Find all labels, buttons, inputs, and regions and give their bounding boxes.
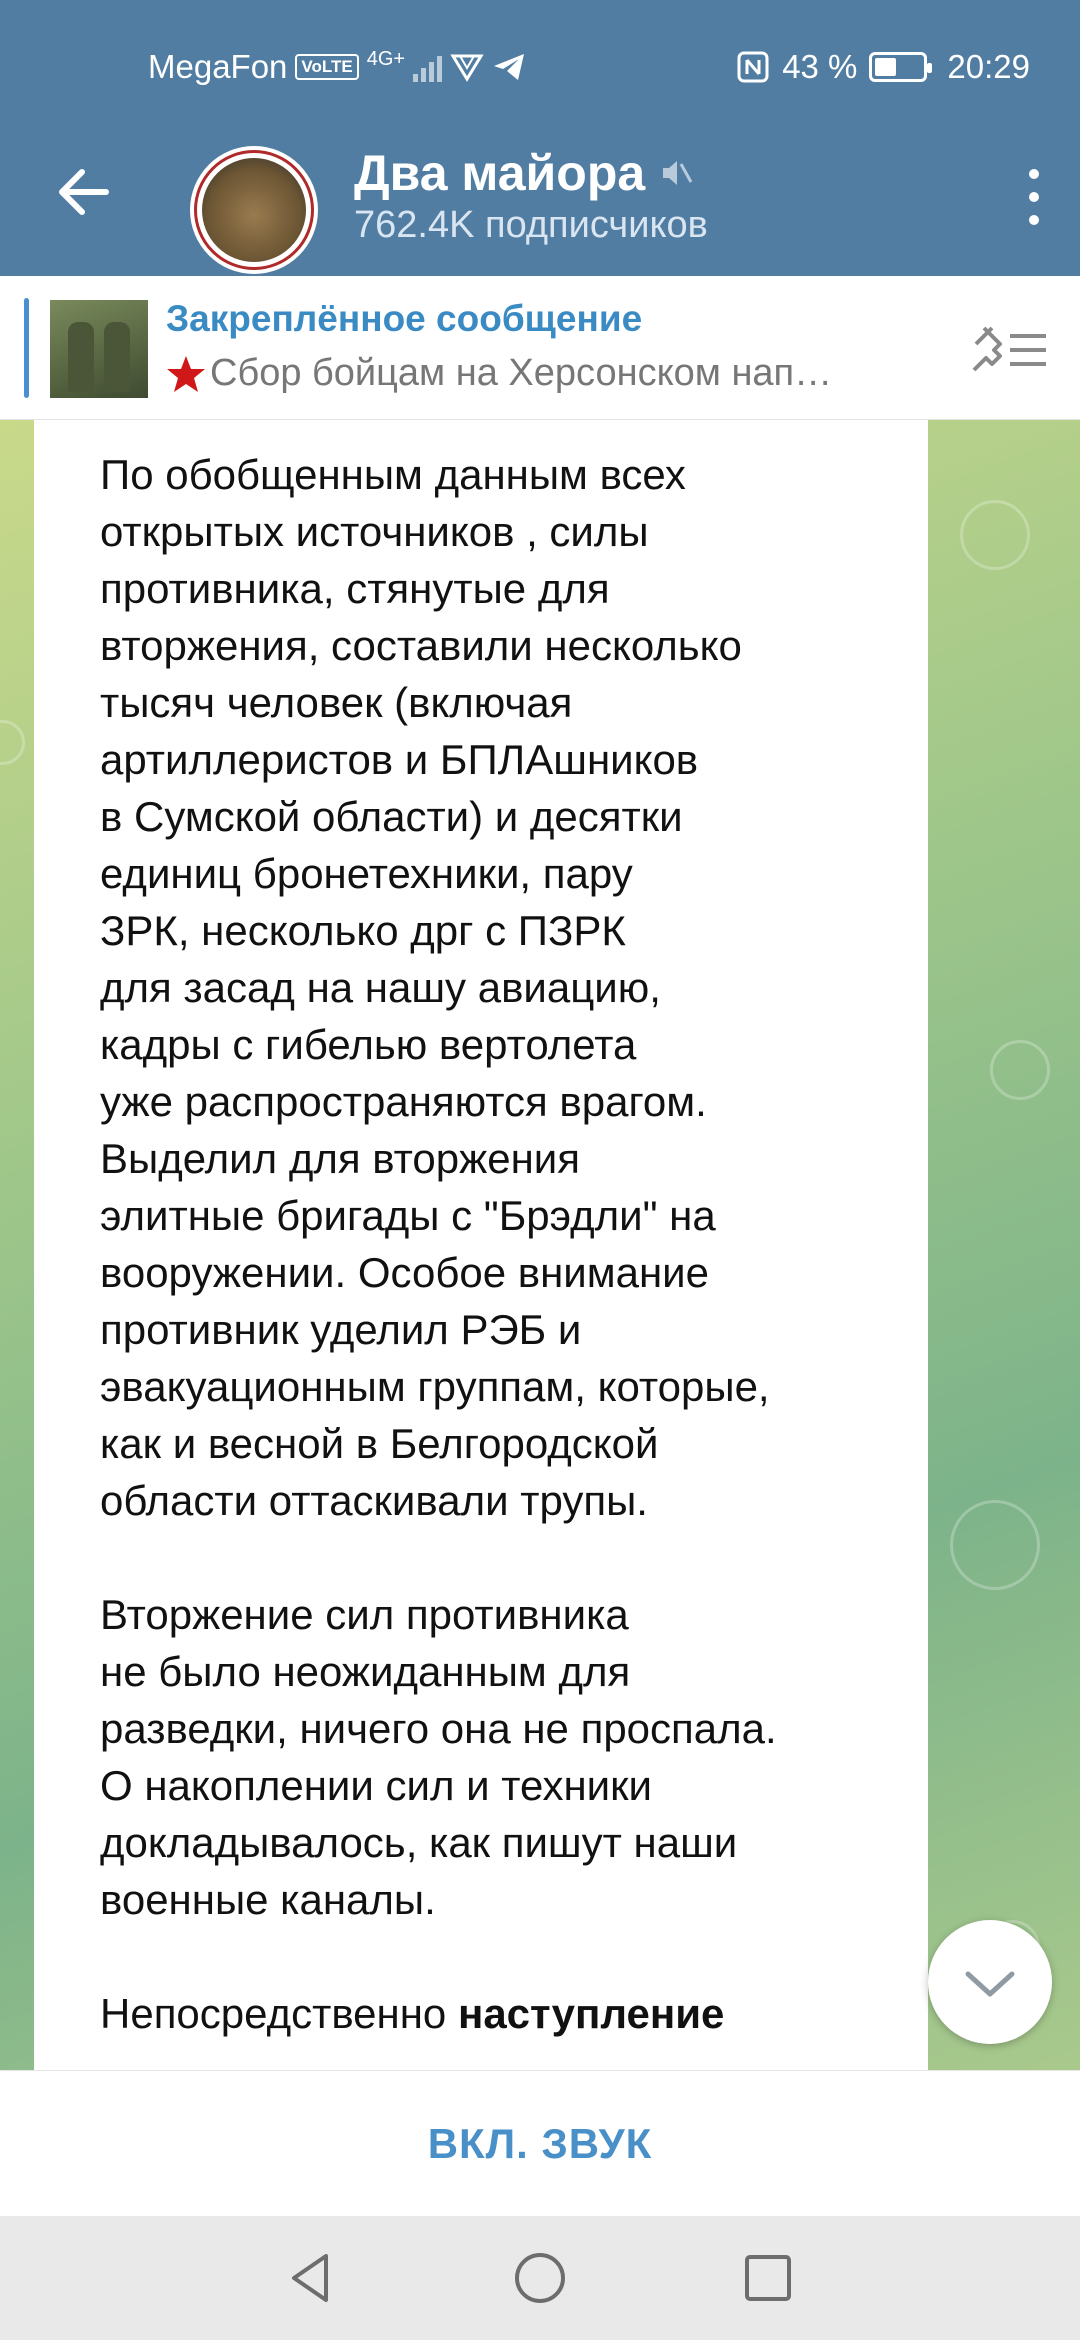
- unmute-button[interactable]: ВКЛ. ЗВУК: [427, 2119, 653, 2167]
- system-nav-bar: [0, 2216, 1080, 2340]
- message-paragraph-1: По обобщенным данным всех открытых источников , силы противника, стянутые для вторжения, составили несколько тысяч человек (включая артиллеристов и БПЛАшников в Сумской области) и десятки единиц бронетехники, пару ЗРК, несколько дрг с ПЗРК для засад на нашу авиацию, кадры с гибелью вертолета уже распространяются врагом. Выделил для вторжения элитные бригады с "Брэдли" на вооружении. Особое внимание противник уделил РЭБ и эвакуационным группам, которые, как и весной в Белгородской области оттаскивали трупы.: [100, 451, 770, 1524]
- chevron-down-icon: [928, 1920, 1052, 2044]
- pinned-title: Закреплённое сообщение: [166, 298, 643, 339]
- red-star-icon: [166, 354, 206, 394]
- carrier-label: MegaFon: [148, 48, 288, 85]
- nav-back-icon[interactable]: [282, 2248, 342, 2308]
- header: [0, 0, 1080, 276]
- channel-title: Два майора: [354, 145, 646, 201]
- battery-percent: 43 %: [782, 48, 858, 85]
- message-bubble: [34, 420, 928, 2070]
- nav-home-icon[interactable]: [510, 2248, 570, 2308]
- battery-fill: [875, 58, 896, 76]
- nav-recents-icon[interactable]: [738, 2248, 798, 2308]
- message-paragraph-3: Непосредственно наступление: [100, 1990, 725, 2037]
- channel-title-row[interactable]: [354, 144, 693, 202]
- nfc-icon: [736, 50, 770, 84]
- pinned-list-icon[interactable]: [970, 322, 1050, 378]
- pinned-preview: [166, 352, 926, 395]
- pinned-indicator: [24, 298, 29, 398]
- back-arrow-icon[interactable]: [54, 162, 114, 222]
- volte-badge: VoLTE: [295, 54, 358, 80]
- telegram-icon: [492, 52, 526, 82]
- scroll-down-button[interactable]: [928, 1920, 1052, 2044]
- channel-avatar[interactable]: [190, 146, 318, 274]
- app-bar: [0, 132, 1080, 276]
- chat-area: [0, 420, 1080, 2070]
- subscriber-count: 762.4K подписчиков: [354, 204, 708, 246]
- bottom-bar: [0, 2070, 1080, 2216]
- clock: 20:29: [947, 48, 1030, 85]
- pinned-preview-text: Сбор бойцам на Херсонском нап…: [210, 352, 833, 394]
- pinned-message-bar[interactable]: [0, 276, 1080, 420]
- vpn-icon: [450, 52, 484, 82]
- signal-icon: [413, 52, 442, 82]
- more-options-icon[interactable]: [1014, 162, 1054, 232]
- message-paragraph-2: Вторжение сил противника не было неожиданным для разведки, ничего она не проспала. О накоплении сил и техники докладывалось, как пишут наши военные каналы.: [100, 1591, 777, 1923]
- status-bar: [0, 0, 1080, 132]
- muted-speaker-icon: [659, 156, 693, 190]
- battery-icon: [869, 52, 927, 82]
- message-text: [100, 446, 930, 2042]
- network-label: 4G+: [366, 48, 406, 70]
- pinned-thumbnail: [50, 300, 148, 398]
